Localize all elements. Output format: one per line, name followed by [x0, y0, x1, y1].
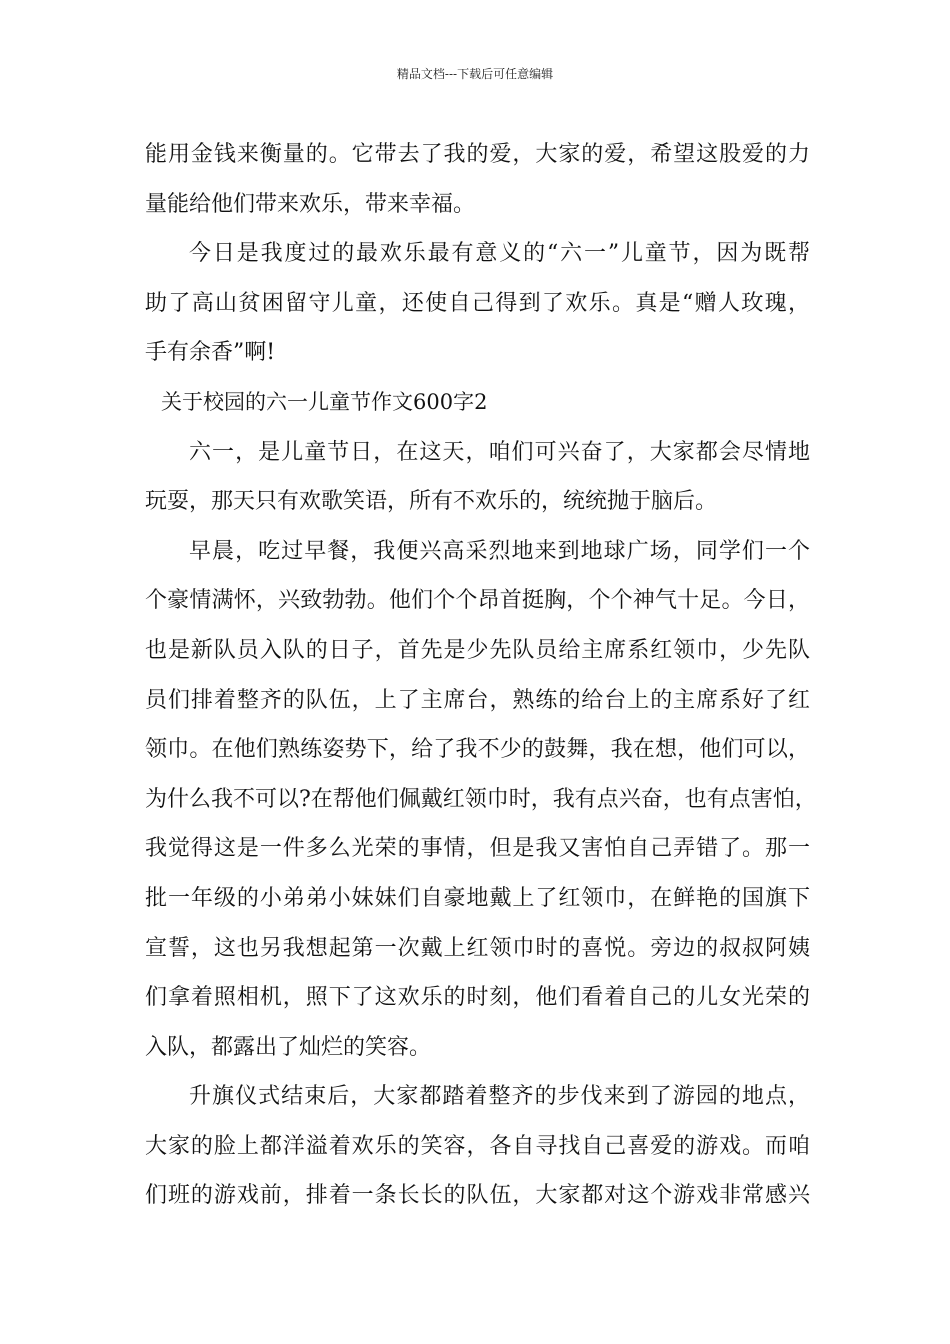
paragraph-line: 玩耍，那天只有欢歌笑语，所有不欢乐的，统统抛于脑后。	[145, 489, 718, 515]
paragraph-line: 大家的脸上都洋溢着欢乐的笑容，各自寻找自己喜爱的游戏。而咱	[145, 1133, 810, 1159]
paragraph-line: 我觉得这是一件多么光荣的事情，但是我又害怕自己弄错了。那一	[145, 836, 810, 862]
paragraph-first-line: 六一，是儿童节日，在这天，咱们可兴奋了，大家都会尽情地	[189, 439, 810, 465]
paragraph-first-line: 今日是我度过的最欢乐最有意义的“六一”儿童节，因为既帮	[189, 241, 810, 267]
paragraph-line: 能用金钱来衡量的。它带去了我的爱，大家的爱，希望这股爱的力	[145, 142, 810, 167]
paragraph-line: 为什么我不可以?在帮他们佩戴红领巾时，我有点兴奋，也有点害怕，	[145, 786, 817, 812]
paragraph-line: 批一年级的小弟弟小妹妹们自豪地戴上了红领巾，在鲜艳的国旗下	[145, 885, 810, 911]
paragraph-first-line: 早晨，吃过早餐，我便兴高采烈地来到地球广场，同学们一个	[189, 538, 810, 564]
paragraph-line: 们班的游戏前，排着一条长长的队伍，大家都对这个游戏非常感兴	[145, 1183, 810, 1209]
paragraph-line: 助了高山贫困留守儿童，还使自己得到了欢乐。真是“赠人玫瑰，	[145, 290, 810, 316]
paragraph-line: 员们排着整齐的队伍，上了主席台，熟练的给台上的主席系好了红	[145, 687, 810, 713]
document-body	[145, 130, 817, 1221]
page-header: 精品文档---下载后可任意编辑	[396, 67, 554, 81]
paragraph-line: 个豪情满怀，兴致勃勃。他们个个昂首挺胸，个个神气十足。今日，	[145, 588, 810, 614]
paragraph-first-line: 升旗仪式结束后，大家都踏着整齐的步伐来到了游园的地点，	[189, 1084, 810, 1110]
paragraph-line: 领巾。在他们熟练姿势下，给了我不少的鼓舞，我在想，他们可以，	[145, 737, 810, 763]
section-heading: 关于校园的六一儿童节作文600字2	[161, 389, 488, 414]
paragraph-line: 手有余香”啊!	[145, 340, 276, 366]
paragraph-line: 们拿着照相机，照下了这欢乐的时刻，他们看着自己的儿女光荣的	[145, 985, 810, 1011]
paragraph-line: 量能给他们带来欢乐，带来幸福。	[145, 191, 476, 217]
paragraph-line: 也是新队员入队的日子，首先是少先队员给主席系红领巾，少先队	[145, 637, 810, 663]
paragraph-line: 宣誓，这也另我想起第一次戴上红领巾时的喜悦。旁边的叔叔阿姨	[145, 935, 810, 961]
paragraph-line: 入队，都露出了灿烂的笑容。	[145, 1034, 432, 1060]
